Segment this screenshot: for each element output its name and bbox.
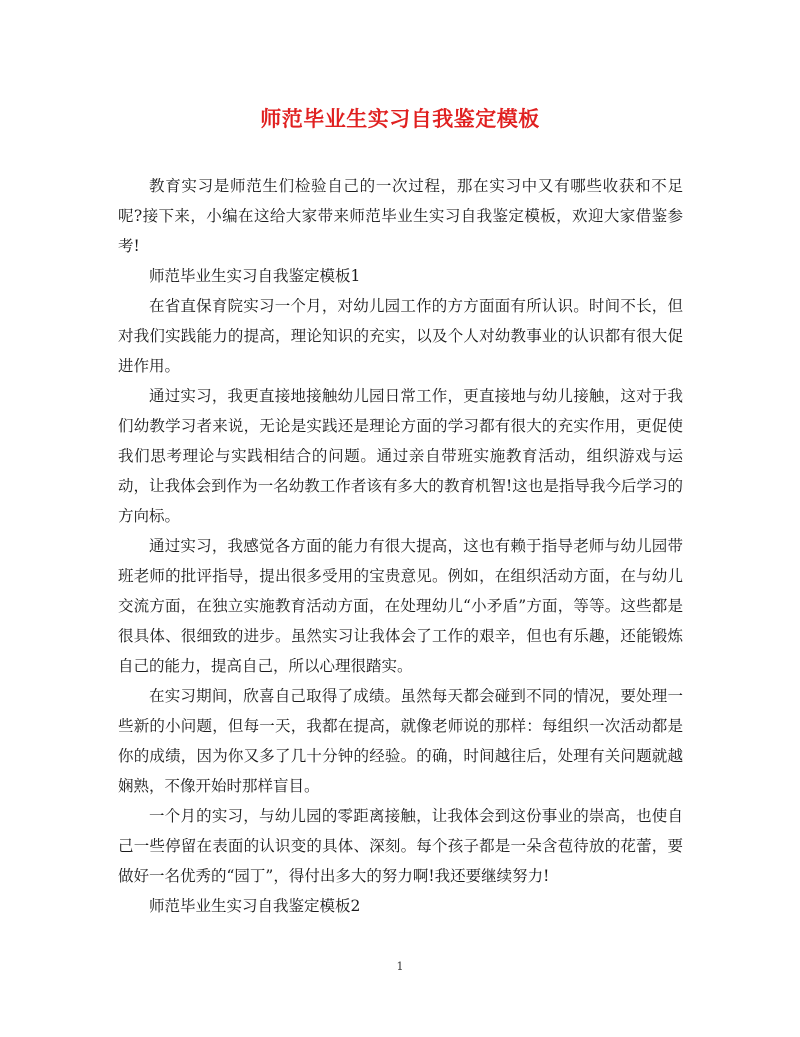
body-paragraph: 在省直保育院实习一个月，对幼儿园工作的方方面面有所认识。时间不长，但对我们实践能力的提高，理论知识的充实，以及个人对幼教事业的认识都有很大促进作用。: [118, 297, 683, 375]
section-heading-1: 师范毕业生实习自我鉴定模板1: [149, 267, 361, 285]
body-paragraph: 通过实习，我感觉各方面的能力有很大提高，这也有赖于指导老师与幼儿园带班老师的批评指导，提出很多受用的宝贵意见。例如，在组织活动方面，在与幼儿交流方面，在独立实施教育活动方面，在处理幼儿“小矛盾”方面，等等。这些都是很具体、很细致的进步。虽然实习让我体会了工作的艰辛，但也有乐趣，还能锻炼自己的能力，提高自己，所以心理很踏实。: [118, 537, 683, 675]
body-paragraph: 一个月的实习，与幼儿园的零距离接触，让我体会到这份事业的崇高，也使自己一些停留在表面的认识变的具体、深刻。每个孩子都是一朵含苞待放的花蕾，要做好一名优秀的“园丁”，得付出多大的努力啊!我还要继续努力!: [118, 807, 683, 885]
document-body: [118, 171, 683, 921]
page-number: 1: [396, 960, 404, 973]
document-title: 师范毕业生实习自我鉴定模板: [260, 106, 540, 131]
body-paragraph: 在实习期间，欣喜自己取得了成绩。虽然每天都会碰到不同的情况，要处理一些新的小问题，但每一天，我都在提高，就像老师说的那样：每组织一次活动都是你的成绩，因为你又多了几十分钟的经验。的确，时间越往后，处理有关问题就越娴熟，不像开始时那样盲目。: [118, 687, 683, 795]
section-heading-2: 师范毕业生实习自我鉴定模板2: [149, 897, 361, 915]
body-paragraph: 通过实习，我更直接地接触幼儿园日常工作，更直接地与幼儿接触，这对于我们幼教学习者来说，无论是实践还是理论方面的学习都有很大的充实作用，更促使我们思考理论与实践相结合的问题。通过亲自带班实施教育活动，组织游戏与运动，让我体会到作为一名幼教工作者该有多大的教育机智!这也是指导我今后学习的方向标。: [118, 387, 683, 525]
intro-paragraph: 教育实习是师范生们检验自己的一次过程，那在实习中又有哪些收获和不足呢?接下来，小编在这给大家带来师范毕业生实习自我鉴定模板，欢迎大家借鉴参考!: [118, 177, 683, 255]
